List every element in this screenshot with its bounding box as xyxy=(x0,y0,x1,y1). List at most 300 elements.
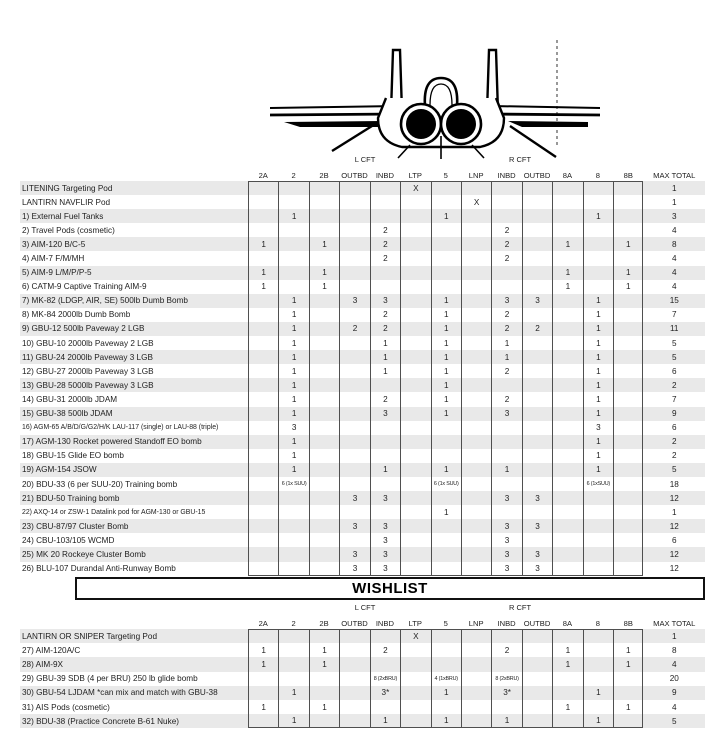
station-cell-inbd-l: 2 xyxy=(370,392,400,406)
station-cell-8 xyxy=(583,505,613,519)
cft-label-row xyxy=(0,155,707,167)
row-label: 31) AIS Pods (cosmetic) xyxy=(22,702,110,712)
station-cell-8 xyxy=(583,181,613,195)
station-cell-lnp xyxy=(461,491,491,505)
station-cell-outbd-r xyxy=(522,350,552,364)
row-label: 24) CBU-103/105 WCMD xyxy=(22,535,115,545)
station-cell-lnp xyxy=(461,336,491,350)
station-cell-ltp xyxy=(400,407,430,421)
station-cell-2a xyxy=(248,336,278,350)
station-cell-8b xyxy=(613,421,643,435)
station-cell-8b xyxy=(613,378,643,392)
station-cell-ltp xyxy=(400,350,430,364)
station-cell-8a xyxy=(552,449,582,463)
station-cell-2 xyxy=(278,643,308,657)
station-cell-2 xyxy=(278,562,308,576)
station-cell-2a: 1 xyxy=(248,266,278,280)
station-cell-8b xyxy=(613,629,643,643)
station-cell-2b xyxy=(309,421,339,435)
station-cell-inbd-l: 1 xyxy=(370,336,400,350)
station-cell-inbd-l: 3 xyxy=(370,562,400,576)
table-row xyxy=(20,700,705,714)
station-cell-outbd-l xyxy=(339,463,369,477)
station-cell-outbd-l xyxy=(339,209,369,223)
station-cell-8a xyxy=(552,294,582,308)
max-total-cell: 1 xyxy=(671,183,677,193)
station-cell-2b: 1 xyxy=(309,237,339,251)
table-row xyxy=(20,643,705,657)
station-cell-lnp xyxy=(461,547,491,561)
row-label: 11) GBU-24 2000lb Paveway 3 LGB xyxy=(22,352,153,362)
station-cell-8: 1 xyxy=(583,407,613,421)
max-total-cell: 7 xyxy=(671,310,677,320)
station-cell-8b xyxy=(613,308,643,322)
station-cell-2a xyxy=(248,686,278,700)
station-cell-2b xyxy=(309,223,339,237)
station-cell-2a xyxy=(248,294,278,308)
station-cell-2: 1 xyxy=(278,378,308,392)
station-cell-8: 1 xyxy=(583,294,613,308)
station-cell-2: 1 xyxy=(278,392,308,406)
station-cell-8b xyxy=(613,336,643,350)
station-cell-outbd-l: 3 xyxy=(339,547,369,561)
station-cell-outbd-l xyxy=(339,477,369,491)
station-cell-2 xyxy=(278,519,308,533)
table-row xyxy=(20,672,705,686)
station-cell-5 xyxy=(431,195,461,209)
station-cell-inbd-r xyxy=(491,181,521,195)
station-cell-inbd-r: 2 xyxy=(491,223,521,237)
station-cell-8 xyxy=(583,672,613,686)
station-cell-inbd-l xyxy=(370,629,400,643)
station-cell-2b xyxy=(309,547,339,561)
station-cell-outbd-l xyxy=(339,378,369,392)
station-cell-8b xyxy=(613,195,643,209)
station-cell-outbd-l xyxy=(339,237,369,251)
station-cell-2a xyxy=(248,378,278,392)
station-cell-outbd-l xyxy=(339,672,369,686)
station-cell-inbd-l: 3* xyxy=(370,686,400,700)
station-cell-5 xyxy=(431,266,461,280)
max-total-cell: 4 xyxy=(671,282,677,292)
station-cell-inbd-l: 3 xyxy=(370,491,400,505)
station-cell-lnp xyxy=(461,562,491,576)
max-total-cell: 6 xyxy=(671,423,677,433)
station-cell-outbd-r xyxy=(522,223,552,237)
table-row xyxy=(20,237,705,251)
station-cell-lnp xyxy=(461,672,491,686)
station-cell-outbd-l: 2 xyxy=(339,322,369,336)
max-total-cell: 1 xyxy=(671,631,677,641)
station-cell-outbd-r xyxy=(522,533,552,547)
station-cell-2b xyxy=(309,350,339,364)
station-cell-lnp xyxy=(461,519,491,533)
station-cell-2b xyxy=(309,562,339,576)
row-label: 20) BDU-33 (6 per SUU-20) Training bomb xyxy=(22,479,178,489)
station-cell-inbd-r: 3 xyxy=(491,491,521,505)
station-cell-inbd-r xyxy=(491,378,521,392)
col-header-2: 2 xyxy=(291,171,296,180)
station-cell-lnp xyxy=(461,266,491,280)
station-cell-inbd-l: 1 xyxy=(370,463,400,477)
station-cell-lnp xyxy=(461,294,491,308)
station-cell-8a xyxy=(552,714,582,728)
station-cell-8: 6 (1xSUU) xyxy=(583,477,613,491)
station-cell-2a xyxy=(248,181,278,195)
col-header-5: 5 xyxy=(443,619,448,628)
station-cell-inbd-r: 1 xyxy=(491,714,521,728)
station-cell-2a xyxy=(248,364,278,378)
table-row xyxy=(20,477,705,491)
station-cell-ltp xyxy=(400,449,430,463)
station-cell-8b xyxy=(613,181,643,195)
station-cell-8 xyxy=(583,629,613,643)
station-cell-8 xyxy=(583,657,613,671)
station-cell-2 xyxy=(278,629,308,643)
station-cell-lnp xyxy=(461,533,491,547)
max-total-cell: 12 xyxy=(669,521,679,531)
station-cell-8b xyxy=(613,364,643,378)
row-label: 21) BDU-50 Training bomb xyxy=(22,493,120,503)
station-cell-outbd-l xyxy=(339,435,369,449)
station-cell-2: 1 xyxy=(278,308,308,322)
station-cell-2: 1 xyxy=(278,294,308,308)
station-cell-outbd-l xyxy=(339,421,369,435)
station-cell-2a: 1 xyxy=(248,237,278,251)
station-cell-inbd-r: 2 xyxy=(491,364,521,378)
station-cell-2a xyxy=(248,477,278,491)
station-cell-8 xyxy=(583,266,613,280)
station-cell-inbd-l xyxy=(370,477,400,491)
table-row xyxy=(20,209,705,223)
station-cell-5: 1 xyxy=(431,686,461,700)
station-cell-8b xyxy=(613,294,643,308)
station-cell-8b: 1 xyxy=(613,237,643,251)
row-label: 6) CATM-9 Captive Training AIM-9 xyxy=(22,282,147,292)
max-total-cell: 5 xyxy=(671,338,677,348)
station-cell-lnp xyxy=(461,364,491,378)
column-header-row xyxy=(20,167,705,181)
station-cell-5 xyxy=(431,533,461,547)
station-cell-lnp xyxy=(461,308,491,322)
max-total-cell: 4 xyxy=(671,702,677,712)
wishlist-table xyxy=(0,603,707,728)
station-cell-ltp xyxy=(400,686,430,700)
station-cell-inbd-l xyxy=(370,700,400,714)
station-cell-2: 1 xyxy=(278,686,308,700)
station-cell-2b xyxy=(309,294,339,308)
station-cell-5 xyxy=(431,491,461,505)
station-cell-2b xyxy=(309,364,339,378)
station-cell-5 xyxy=(431,251,461,265)
max-total-cell: 4 xyxy=(671,659,677,669)
station-cell-8: 1 xyxy=(583,322,613,336)
station-cell-2: 1 xyxy=(278,449,308,463)
col-header-ltp: LTP xyxy=(408,619,422,628)
station-cell-inbd-r: 3 xyxy=(491,562,521,576)
station-cell-8b xyxy=(613,251,643,265)
station-cell-8a xyxy=(552,407,582,421)
station-cell-8a xyxy=(552,364,582,378)
station-cell-outbd-r xyxy=(522,700,552,714)
row-label: 29) GBU-39 SDB (4 per BRU) 250 lb glide bomb xyxy=(22,674,198,684)
station-cell-5 xyxy=(431,643,461,657)
max-total-cell: 1 xyxy=(671,197,677,207)
col-header-outbd-r: OUTBD xyxy=(523,619,551,628)
station-cell-8: 3 xyxy=(583,421,613,435)
table-row xyxy=(20,322,705,336)
station-cell-8a: 1 xyxy=(552,643,582,657)
station-cell-2: 1 xyxy=(278,364,308,378)
col-header-2: 2 xyxy=(291,619,296,628)
station-cell-inbd-r xyxy=(491,280,521,294)
table-row xyxy=(20,350,705,364)
station-cell-2b xyxy=(309,505,339,519)
max-total-cell: 9 xyxy=(671,409,677,419)
station-cell-outbd-r xyxy=(522,181,552,195)
main-loadout-table xyxy=(0,155,707,576)
station-cell-2 xyxy=(278,195,308,209)
station-cell-5 xyxy=(431,237,461,251)
station-cell-inbd-l xyxy=(370,181,400,195)
station-cell-lnp xyxy=(461,629,491,643)
station-cell-2a: 1 xyxy=(248,700,278,714)
max-total-cell: 8 xyxy=(671,645,677,655)
station-cell-8: 1 xyxy=(583,686,613,700)
station-cell-8b xyxy=(613,533,643,547)
station-cell-2b xyxy=(309,322,339,336)
station-cell-ltp xyxy=(400,266,430,280)
max-total-cell: 12 xyxy=(669,493,679,503)
station-cell-inbd-r: 2 xyxy=(491,251,521,265)
station-cell-inbd-r xyxy=(491,629,521,643)
station-cell-ltp xyxy=(400,251,430,265)
station-cell-8a xyxy=(552,421,582,435)
station-cell-8a xyxy=(552,181,582,195)
station-cell-outbd-r xyxy=(522,378,552,392)
station-cell-5 xyxy=(431,449,461,463)
max-total-cell: 15 xyxy=(669,296,679,306)
row-label: 7) MK-82 (LDGP, AIR, SE) 500lb Dumb Bomb xyxy=(22,296,188,306)
r-cft-label: R CFT xyxy=(508,603,532,612)
max-total-cell: 1 xyxy=(671,507,677,517)
station-cell-ltp xyxy=(400,392,430,406)
max-total-cell: 5 xyxy=(671,352,677,362)
station-cell-2b xyxy=(309,672,339,686)
station-cell-2: 6 (1x SUU) xyxy=(278,477,308,491)
col-header-2b: 2B xyxy=(319,619,329,628)
station-cell-ltp xyxy=(400,463,430,477)
station-cell-8a xyxy=(552,251,582,265)
station-cell-lnp xyxy=(461,407,491,421)
max-total-cell: 5 xyxy=(671,465,677,475)
table-row xyxy=(20,364,705,378)
station-cell-2a xyxy=(248,547,278,561)
station-cell-lnp xyxy=(461,463,491,477)
table-row xyxy=(20,378,705,392)
station-cell-inbd-l xyxy=(370,266,400,280)
col-header-8b: 8B xyxy=(623,171,633,180)
station-cell-2a xyxy=(248,505,278,519)
table-row xyxy=(20,181,705,195)
max-total-cell: 4 xyxy=(671,225,677,235)
station-cell-8: 1 xyxy=(583,350,613,364)
station-cell-inbd-r xyxy=(491,505,521,519)
station-cell-ltp xyxy=(400,491,430,505)
station-cell-lnp xyxy=(461,505,491,519)
max-total-cell: 12 xyxy=(669,549,679,559)
max-total-cell: 2 xyxy=(671,437,677,447)
station-cell-2b: 1 xyxy=(309,700,339,714)
table-row xyxy=(20,491,705,505)
station-cell-ltp xyxy=(400,364,430,378)
station-cell-outbd-l xyxy=(339,223,369,237)
station-cell-inbd-r: 3* xyxy=(491,686,521,700)
col-header-lnp: LNP xyxy=(468,619,484,628)
row-label: 12) GBU-27 2000lb Paveway 3 LGB xyxy=(22,366,154,376)
station-cell-2b xyxy=(309,714,339,728)
station-cell-8b: 1 xyxy=(613,700,643,714)
station-cell-2b xyxy=(309,407,339,421)
r-cft-label: R CFT xyxy=(508,155,532,164)
station-cell-8a xyxy=(552,209,582,223)
station-cell-inbd-l: 8 (2xBRU) xyxy=(370,672,400,686)
row-label: 27) AIM-120A/C xyxy=(22,645,81,655)
station-cell-outbd-r xyxy=(522,449,552,463)
station-cell-ltp xyxy=(400,195,430,209)
table-row xyxy=(20,547,705,561)
station-cell-ltp xyxy=(400,643,430,657)
station-cell-2a xyxy=(248,449,278,463)
col-header-2b: 2B xyxy=(319,171,329,180)
station-cell-2: 1 xyxy=(278,336,308,350)
row-label: 18) GBU-15 Glide EO bomb xyxy=(22,451,124,461)
station-cell-5: 1 xyxy=(431,209,461,223)
max-total-cell: 2 xyxy=(671,380,677,390)
station-cell-outbd-l xyxy=(339,643,369,657)
station-cell-inbd-l xyxy=(370,657,400,671)
col-header-8a: 8A xyxy=(562,619,573,628)
station-cell-lnp xyxy=(461,251,491,265)
station-cell-8a xyxy=(552,350,582,364)
row-label: 15) GBU-38 500lb JDAM xyxy=(22,409,113,419)
station-cell-outbd-l xyxy=(339,336,369,350)
station-cell-inbd-l: 2 xyxy=(370,643,400,657)
station-cell-inbd-r: 1 xyxy=(491,350,521,364)
station-cell-2b xyxy=(309,336,339,350)
station-cell-5 xyxy=(431,519,461,533)
station-cell-2b xyxy=(309,181,339,195)
station-cell-lnp: X xyxy=(461,195,491,209)
station-cell-2a xyxy=(248,519,278,533)
station-cell-2a xyxy=(248,533,278,547)
station-cell-lnp xyxy=(461,686,491,700)
station-cell-inbd-r: 2 xyxy=(491,237,521,251)
station-cell-outbd-r xyxy=(522,629,552,643)
station-cell-ltp xyxy=(400,700,430,714)
row-label: 14) GBU-31 2000lb JDAM xyxy=(22,394,118,404)
station-cell-inbd-r: 3 xyxy=(491,407,521,421)
table-row xyxy=(20,657,705,671)
station-cell-outbd-l xyxy=(339,533,369,547)
table-row xyxy=(20,392,705,406)
max-total-cell: 18 xyxy=(669,479,679,489)
station-cell-2b xyxy=(309,378,339,392)
station-cell-outbd-r: 3 xyxy=(522,294,552,308)
station-cell-outbd-r xyxy=(522,407,552,421)
station-cell-8: 1 xyxy=(583,378,613,392)
col-header-max-total: MAX TOTAL xyxy=(653,171,696,180)
station-cell-2: 1 xyxy=(278,322,308,336)
station-cell-2b xyxy=(309,491,339,505)
station-cell-8 xyxy=(583,562,613,576)
station-cell-8b: 1 xyxy=(613,657,643,671)
table-row xyxy=(20,308,705,322)
station-cell-outbd-r xyxy=(522,195,552,209)
station-cell-8b xyxy=(613,562,643,576)
station-cell-2: 1 xyxy=(278,350,308,364)
l-cft-label: L CFT xyxy=(354,603,376,612)
station-cell-ltp xyxy=(400,294,430,308)
station-cell-outbd-r xyxy=(522,643,552,657)
station-cell-5: 1 xyxy=(431,308,461,322)
station-cell-outbd-l xyxy=(339,392,369,406)
wishlist-title: WISHLIST xyxy=(352,580,428,597)
station-cell-2b xyxy=(309,195,339,209)
station-cell-8a: 1 xyxy=(552,657,582,671)
station-cell-2a xyxy=(248,209,278,223)
station-cell-8a: 1 xyxy=(552,700,582,714)
station-cell-2b xyxy=(309,209,339,223)
max-total-cell: 4 xyxy=(671,254,677,264)
station-cell-2a xyxy=(248,463,278,477)
station-cell-2a xyxy=(248,562,278,576)
station-cell-outbd-r xyxy=(522,714,552,728)
station-cell-8b xyxy=(613,505,643,519)
station-cell-2a: 1 xyxy=(248,657,278,671)
station-cell-ltp xyxy=(400,308,430,322)
station-cell-ltp xyxy=(400,421,430,435)
station-cell-5 xyxy=(431,435,461,449)
station-cell-8a xyxy=(552,322,582,336)
station-cell-inbd-r: 3 xyxy=(491,547,521,561)
station-cell-outbd-l: 3 xyxy=(339,519,369,533)
station-cell-5: 1 xyxy=(431,364,461,378)
station-cell-2 xyxy=(278,505,308,519)
station-cell-8 xyxy=(583,547,613,561)
station-cell-8: 1 xyxy=(583,463,613,477)
station-cell-5: 1 xyxy=(431,463,461,477)
station-cell-lnp xyxy=(461,209,491,223)
station-cell-2 xyxy=(278,280,308,294)
station-cell-inbd-r xyxy=(491,700,521,714)
table-row xyxy=(20,421,705,435)
station-cell-lnp xyxy=(461,378,491,392)
station-cell-outbd-l: 3 xyxy=(339,562,369,576)
table-row xyxy=(20,266,705,280)
station-cell-lnp xyxy=(461,392,491,406)
station-cell-outbd-r xyxy=(522,463,552,477)
station-cell-ltp xyxy=(400,519,430,533)
row-label: 9) GBU-12 500lb Paveway 2 LGB xyxy=(22,324,145,334)
station-cell-8a: 1 xyxy=(552,266,582,280)
station-cell-5: 1 xyxy=(431,505,461,519)
station-cell-inbd-l xyxy=(370,378,400,392)
col-header-inbd-r: INBD xyxy=(497,171,516,180)
station-cell-2 xyxy=(278,657,308,671)
station-cell-5: 1 xyxy=(431,294,461,308)
station-cell-8 xyxy=(583,223,613,237)
